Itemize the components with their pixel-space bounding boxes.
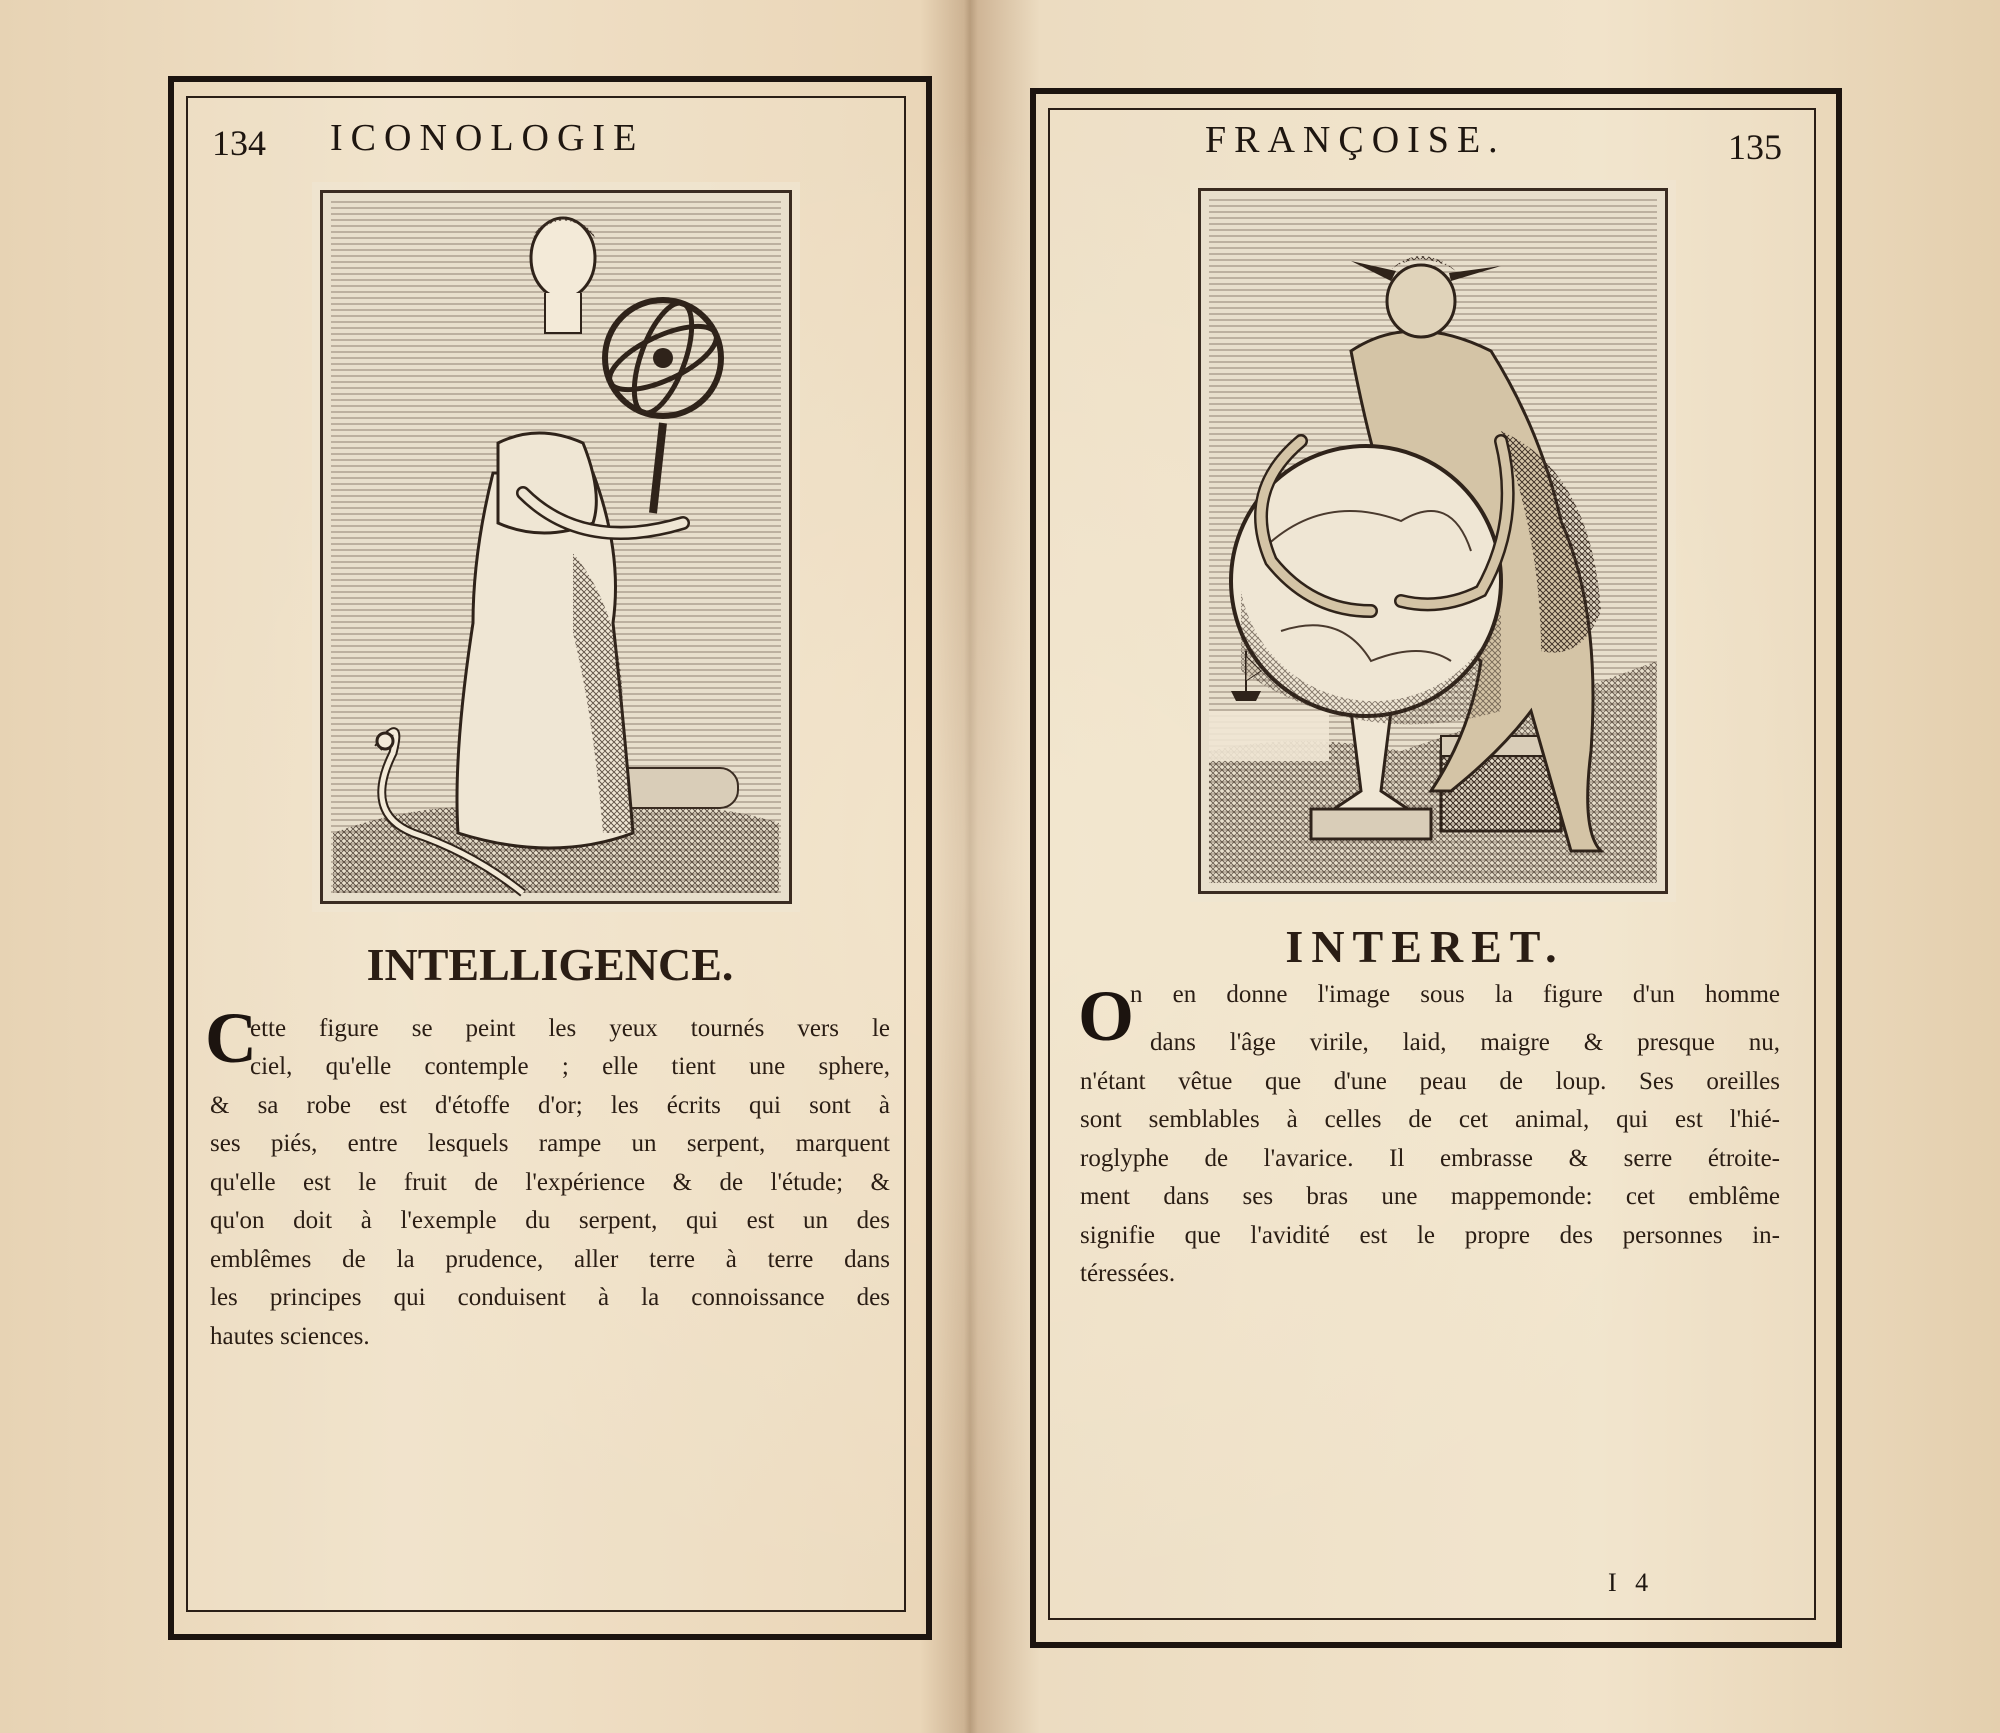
left-running-head: ICONOLOGIE [330,117,645,159]
right-body-text [1130,976,1780,1015]
left-line-7: emblêmes de la prudence, aller terre à terre dans [210,1245,890,1273]
left-line-3: & sa robe est d'étoffe d'or; les écrits qui sont à [210,1091,890,1119]
interet-figure-illustration [1201,191,1665,891]
right-page-signature: I 4 [1608,1568,1655,1597]
right-line-6: ment dans ses bras une mappemonde: cet emblême [1080,1183,1780,1210]
left-line-1: ette figure se peint les yeux tournés vers le [250,1015,890,1042]
left-page-title: INTELLIGENCE. [366,939,734,990]
intelligence-engraving [320,190,792,904]
left-page-number: 134 [212,123,266,163]
left-line-9: hautes sciences. [210,1322,370,1350]
right-line-2: dans l'âge virile, laid, maigre & presque nu, [1150,1029,1780,1056]
left-line-6: qu'on doit à l'exemple du serpent, qui est un des [210,1207,890,1234]
intelligence-figure-illustration [323,193,789,901]
interet-engraving [1198,188,1668,894]
left-line-4: ses piés, entre lesquels rampe un serpent, marquent [210,1130,890,1157]
left-body-text [250,1010,890,1049]
right-page-number: 135 [1728,127,1782,167]
right-line-3: n'étant vêtue que d'une peau de loup. Ses oreilles [1080,1067,1780,1095]
left-line-8: les principes qui conduisent à la connoissance des [210,1284,890,1311]
left-drop-cap: C [205,998,257,1078]
right-line-8: téressées. [1080,1260,1176,1287]
right-drop-cap: O [1078,976,1135,1056]
left-line-5: qu'elle est le fruit de l'expérience & de l'étude; & [210,1168,890,1196]
right-line-5: roglyphe de l'avarice. Il embrasse & serre étroite- [1080,1144,1780,1172]
right-line-4: sont semblables à celles de cet animal, qui est l'hié- [1080,1106,1780,1133]
right-line-1: n en donne l'image sous la figure d'un homme [1130,981,1780,1008]
right-page-title: INTERET. [1285,921,1565,972]
left-line-2: ciel, qu'elle contemple ; elle tient une sphere, [250,1053,890,1080]
left-body-text-rest [210,1048,890,1356]
right-running-head: FRANÇOISE. [1205,119,1506,161]
right-line-7: signifie que l'avidité est le propre des personnes in- [1080,1221,1780,1249]
right-body-text-rest [1080,1024,1780,1294]
